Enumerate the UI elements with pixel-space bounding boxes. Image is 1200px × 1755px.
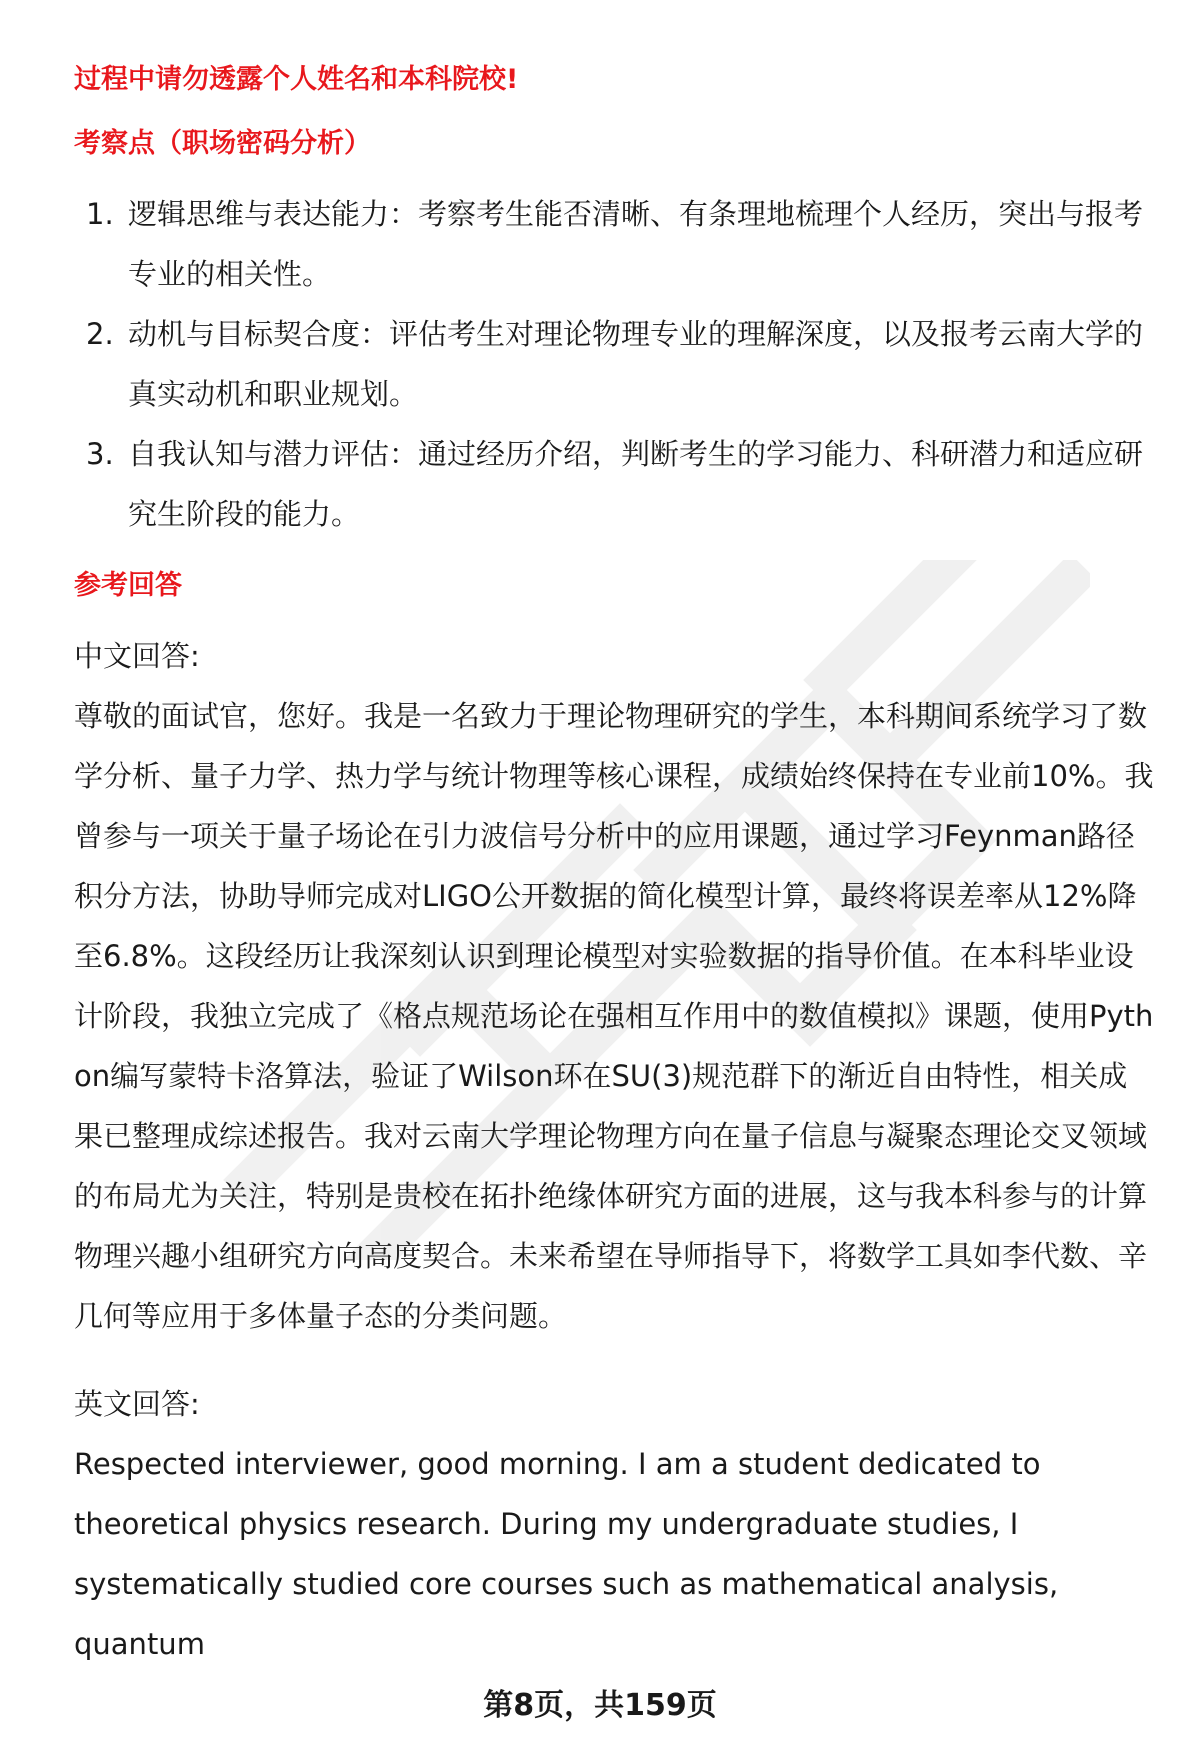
list-item — [74, 184, 1154, 304]
list-item-number: 2. — [86, 317, 114, 351]
list-item-text: 逻辑思维与表达能力：考察考生能否清晰、有条理地梳理个人经历，突出与报考专业的相关性。 — [128, 197, 1144, 291]
document-content — [74, 60, 1154, 1674]
english-answer-text: Respected interviewer, good morning. I am a student dedicated to theoretical physics research. During my undergraduate studies, I systematically studied core courses such as mathematical analysis, quantum — [74, 1447, 1059, 1661]
list-item-text: 自我认知与潜力评估：通过经历介绍，判断考生的学习能力、科研潜力和适应研究生阶段的能力。 — [128, 437, 1144, 531]
warning-notice: 过程中请勿透露个人姓名和本科院校! — [74, 64, 519, 95]
chinese-answer-text: 尊敬的面试官，您好。我是一名致力于理论物理研究的学生，本科期间系统学习了数学分析、量子力学、热力学与统计物理等核心课程，成绩始终保持在专业前10%。我曾参与一项关于量子场论在引力波信号分析中的应用课题，通过学习Feynman路径积分方法，协助导师完成对LIGO公开数据的简化模型计算，最终将误差率从12%降至6.8%。这段经历让我深刻认识到理论模型对实验数据的指导价值。在本科毕业设计阶段，我独立完成了《格点规范场论在强相互作用中的数值模拟》课题，使用Python编写蒙特卡洛算法，验证了Wilson环在SU(3)规范群下的渐近自由特性，相关成果已整理成综述报告。我对云南大学理论物理方向在量子信息与凝聚态理论交叉领域的布局尤为关注，特别是贵校在拓扑绝缘体研究方面的进展，这与我本科参与的计算物理兴趣小组研究方向高度契合。未来希望在导师指导下，将数学工具如李代数、辛几何等应用于多体量子态的分类问题。 — [74, 699, 1154, 1333]
english-answer-label: 英文回答: — [74, 1387, 200, 1421]
list-item-text: 动机与目标契合度：评估考生对理论物理专业的理解深度，以及报考云南大学的真实动机和职业规划。 — [128, 317, 1144, 411]
list-item-number: 1. — [86, 197, 114, 231]
list-item — [74, 424, 1154, 544]
page-number-footer: 第8页，共159页 — [483, 1688, 717, 1723]
list-item-number: 3. — [86, 437, 114, 471]
section-title-assessment-points: 考察点（职场密码分析） — [74, 128, 371, 159]
assessment-points-list — [74, 184, 1154, 544]
section-title-reference-answer: 参考回答 — [74, 570, 182, 601]
chinese-answer-label: 中文回答: — [74, 639, 200, 673]
list-item — [74, 304, 1154, 424]
